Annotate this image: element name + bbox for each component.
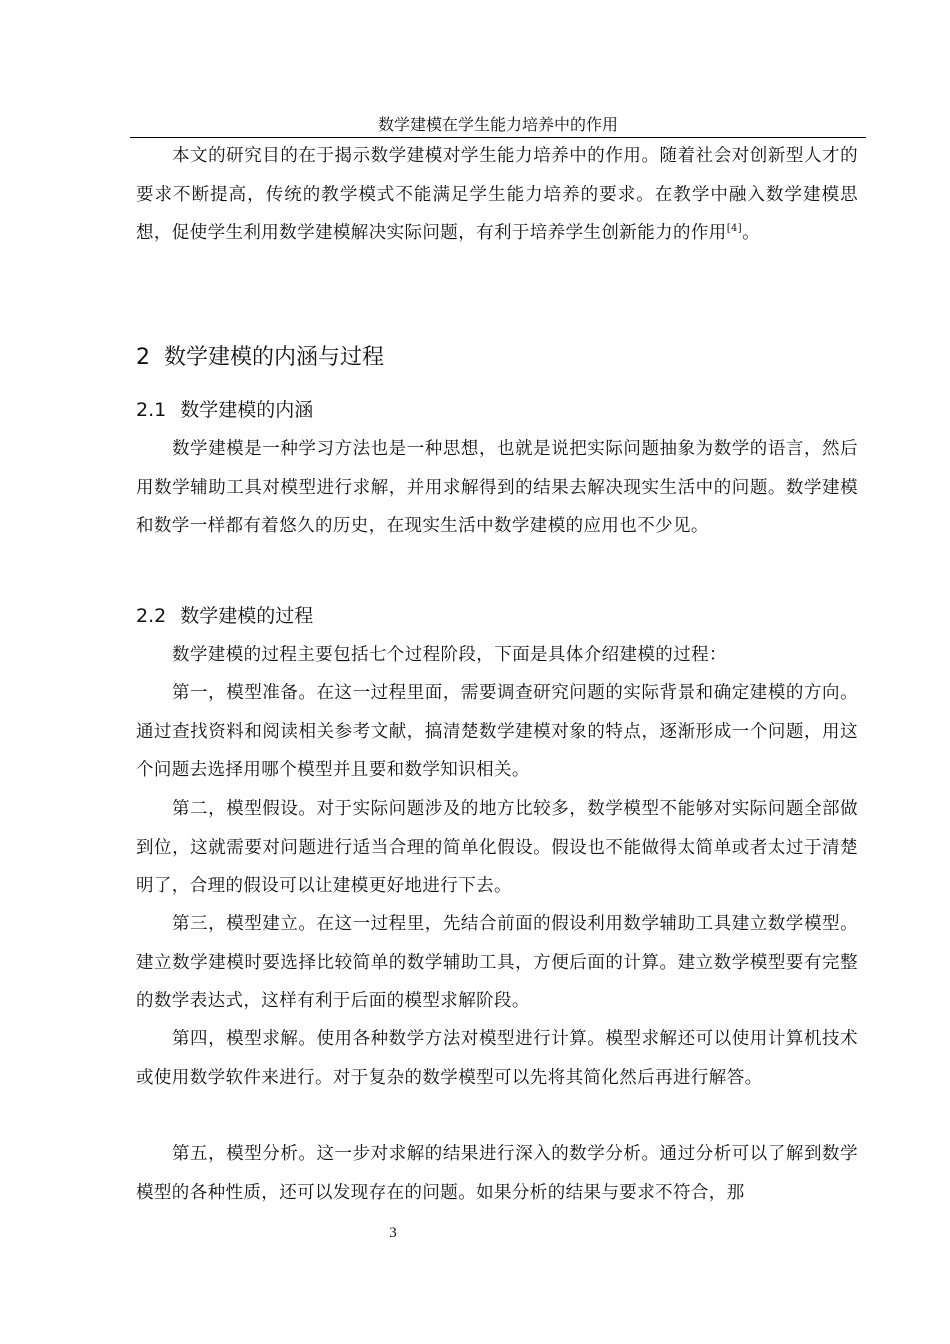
intro-end: 。 xyxy=(742,223,760,244)
page-number: 3 xyxy=(389,1225,397,1241)
paragraph-step-2: 第二，模型假设。对于实际问题涉及的地方比较多，数学模型不能够对实际问题全部做到位，这就需要对问题进行适当合理的简单化假设。假设也不能做得太简单或者太过于清楚明了，合理的假设可以让建模更好地进行下去。 xyxy=(136,799,858,897)
subsection-heading-2-1 xyxy=(136,396,313,424)
running-header: 数学建模在学生能力培养中的作用 xyxy=(377,115,618,134)
paragraph-step-1: 第一，模型准备。在这一过程里面，需要调查研究问题的实际背景和确定建模的方向。通过查找资料和阅读相关参考文献，搞清楚数学建模对象的特点，逐渐形成一个问题，用这个问题去选择用哪个模型并且要和数学知识相关。 xyxy=(136,683,858,781)
section-title: 数学建模的内涵与过程 xyxy=(164,345,385,370)
intro-paragraph xyxy=(136,137,858,253)
paragraph-step-3: 第三，模型建立。在这一过程里，先结合前面的假设利用数学辅助工具建立数学模型。建立数学建模时要选择比较简单的数学辅助工具，方便后面的计算。建立数学模型要有完整的数学表达式，这样有利于后面的模型求解阶段。 xyxy=(136,914,858,1012)
subsection-number: 2.2 xyxy=(136,605,167,627)
intro-text: 本文的研究目的在于揭示数学建模对学生能力培养中的作用。随着社会对创新型人才的要求不断提高，传统的教学模式不能满足学生能力培养的要求。在教学中融入数学建模思想，促使学生利用数学建模解决实际问题，有利于培养学生创新能力的作用 xyxy=(136,146,858,244)
subsection-title: 数学建模的过程 xyxy=(180,605,314,627)
paragraph-2-2-intro: 数学建模的过程主要包括七个过程阶段，下面是具体介绍建模的过程： xyxy=(172,645,727,665)
subsection-title: 数学建模的内涵 xyxy=(180,399,314,421)
paragraph-2-1: 数学建模是一种学习方法也是一种思想，也就是说把实际问题抽象为数学的语言，然后用数学辅助工具对模型进行求解，并用求解得到的结果去解决现实生活中的问题。数学建模和数学一样都有着悠久的历史，在现实生活中数学建模的应用也不少见。 xyxy=(136,439,858,537)
subsection-number: 2.1 xyxy=(136,399,167,421)
paragraph-step-4: 第四，模型求解。使用各种数学方法对模型进行计算。模型求解还可以使用计算机技术或使用数学软件来进行。对于复杂的数学模型可以先将其简化然后再进行解答。 xyxy=(136,1029,858,1088)
section-number: 2 xyxy=(136,345,150,370)
subsection-heading-2-2 xyxy=(136,602,313,630)
section-heading-2 xyxy=(136,342,384,374)
paragraph-step-5: 第五，模型分析。这一步对求解的结果进行深入的数学分析。通过分析可以了解到数学模型的各种性质，还可以发现存在的问题。如果分析的结果与要求不符合，那 xyxy=(136,1144,858,1203)
citation-ref: [4] xyxy=(726,223,743,235)
